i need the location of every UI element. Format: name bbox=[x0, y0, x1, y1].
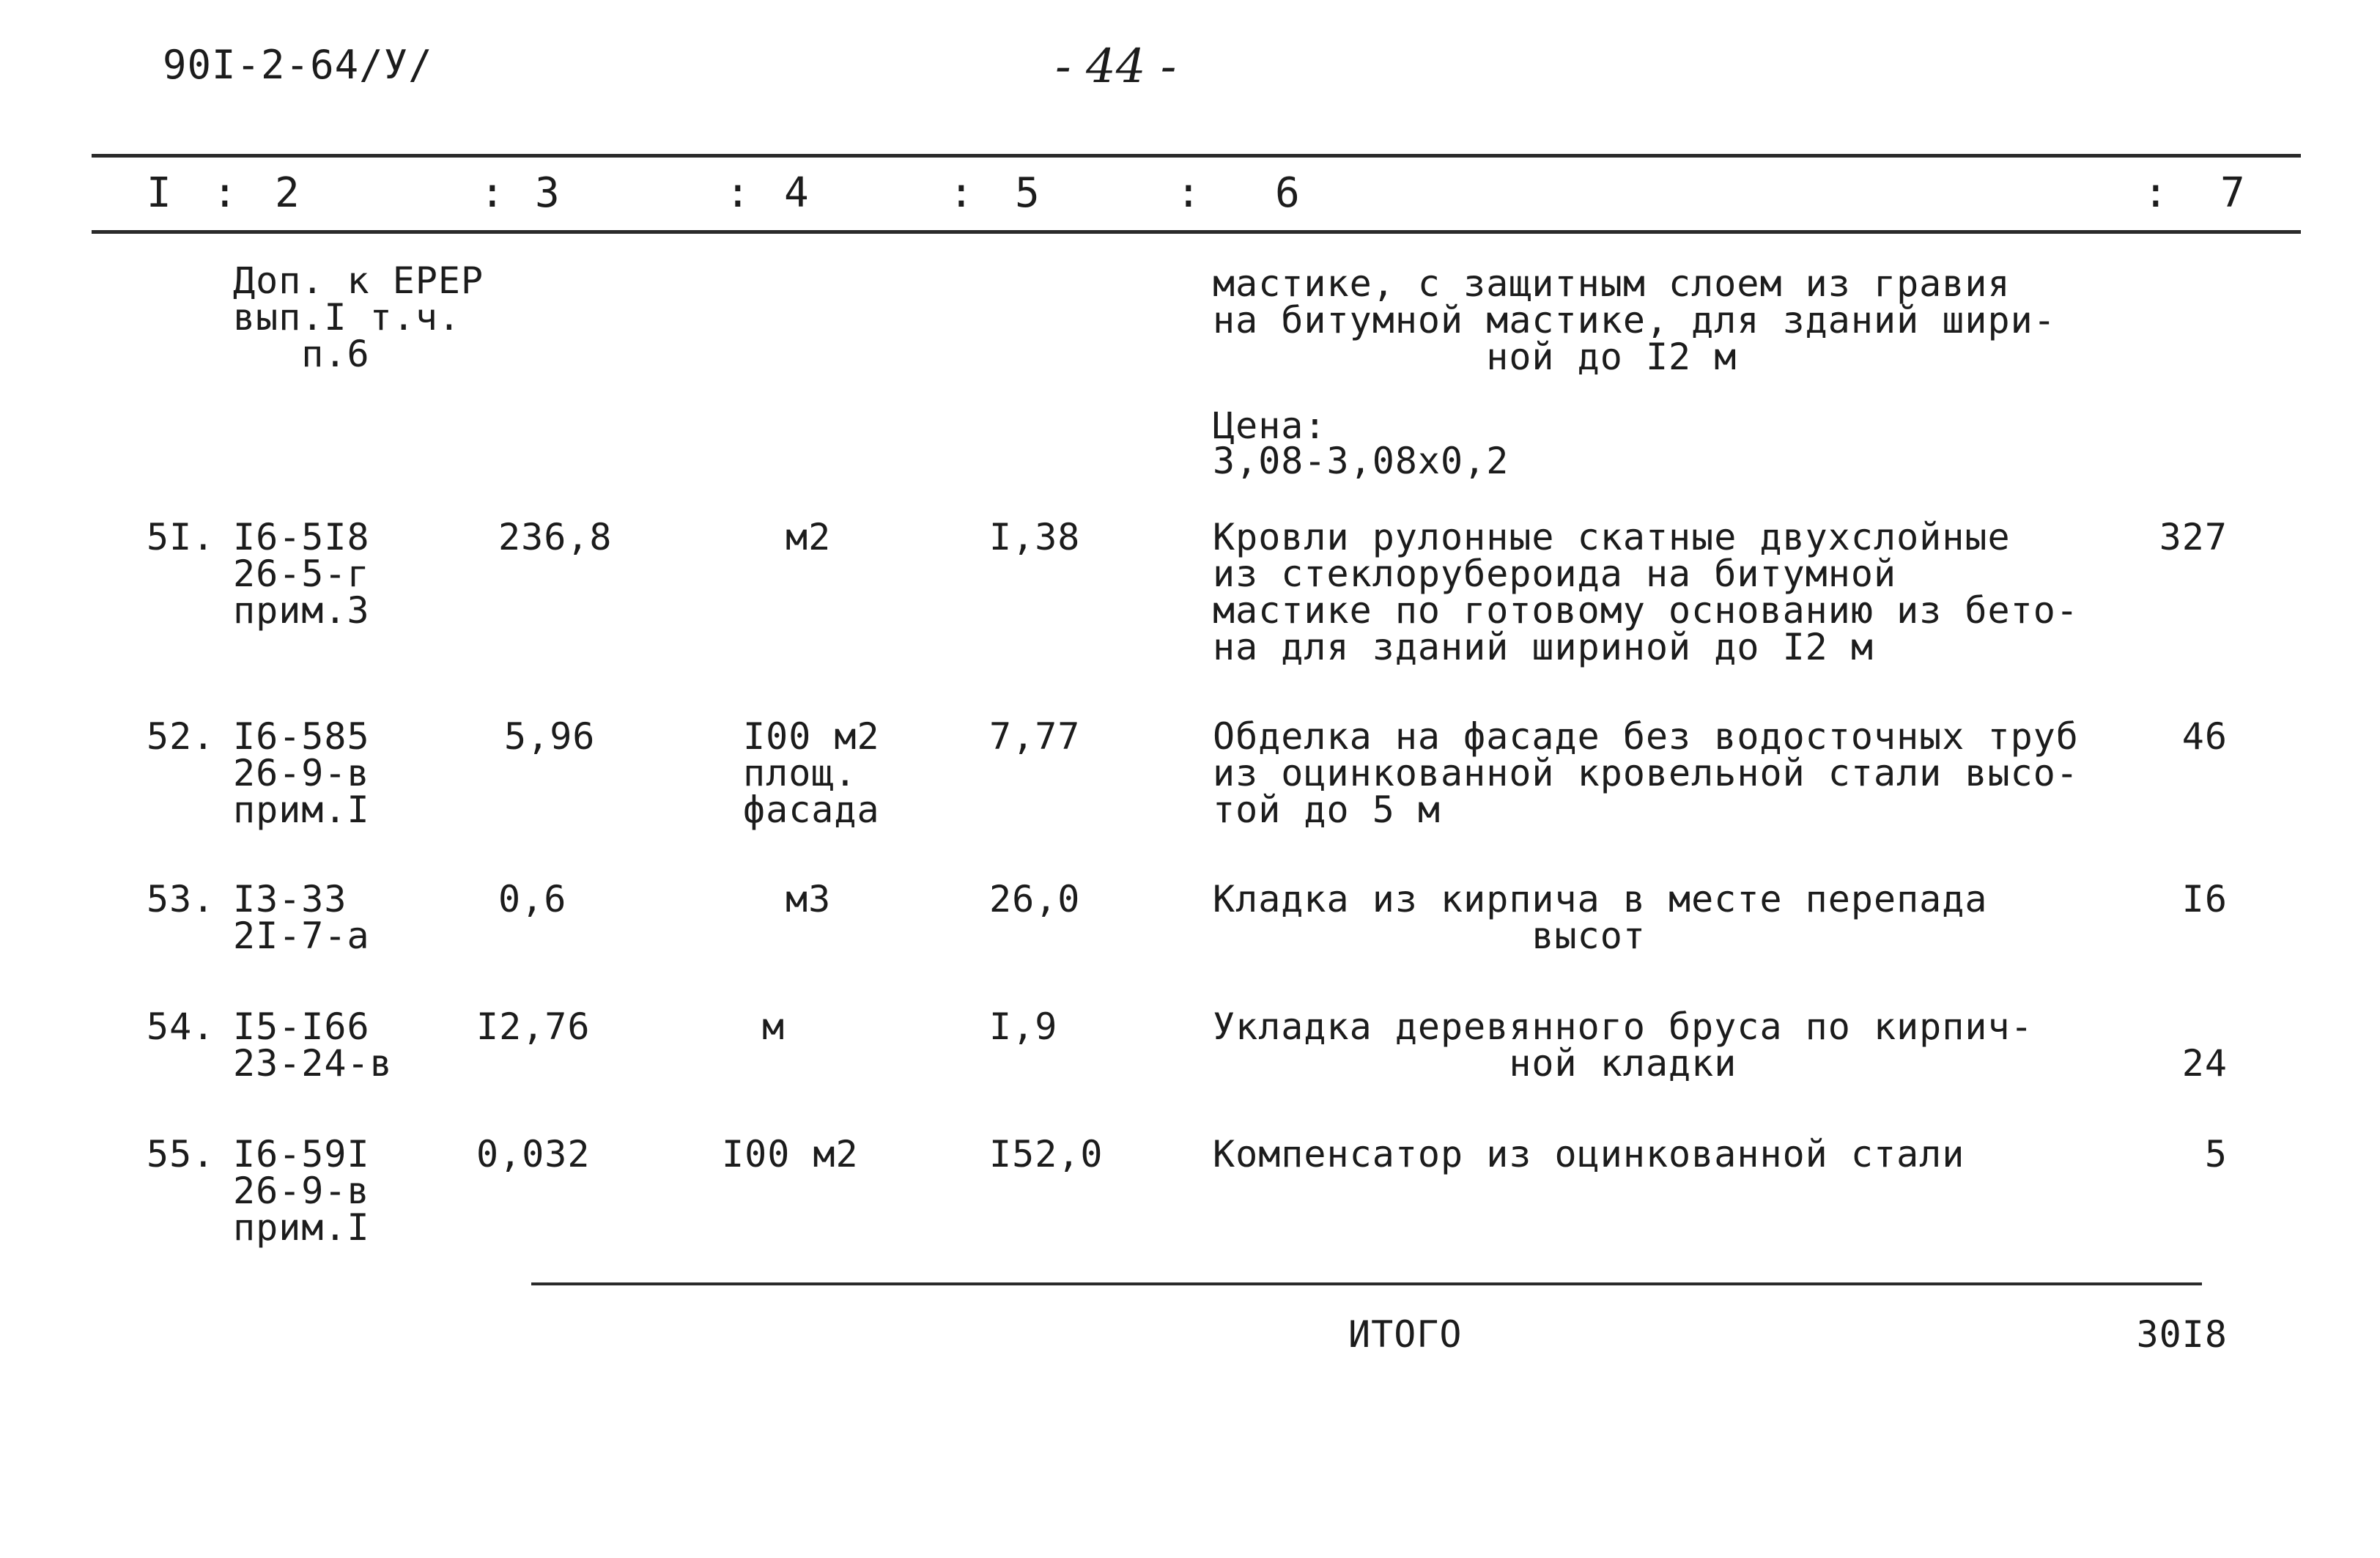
row-description: Компенсатор из оцинкованной стали bbox=[1213, 1133, 1965, 1175]
row-unit-price: I52,0 bbox=[989, 1133, 1104, 1175]
row-description: Кладка из кирпича в месте перепада высот bbox=[1213, 878, 1988, 957]
col-separator: : bbox=[1176, 169, 1201, 217]
col-3-header: 3 bbox=[535, 169, 560, 217]
row-quantity: 0,6 bbox=[498, 878, 567, 920]
page-number: - 44 - bbox=[1055, 40, 1177, 94]
row-unit: I00 м2 площ. фасада bbox=[743, 715, 880, 831]
col-separator: : bbox=[2143, 169, 2168, 217]
col-4-header: 4 bbox=[784, 169, 809, 217]
row-quantity: 0,032 bbox=[476, 1133, 591, 1175]
row-code: I3-33 2I-7-а bbox=[233, 878, 370, 957]
row-unit: м3 bbox=[786, 878, 832, 920]
row-unit: I00 м2 bbox=[722, 1133, 859, 1175]
row-unit-price: 7,77 bbox=[989, 715, 1081, 758]
row-quantity: I2,76 bbox=[476, 1005, 591, 1048]
col-6-header: 6 bbox=[1275, 169, 1300, 217]
row-total: 327 bbox=[2159, 516, 2228, 558]
col-1-header: I bbox=[147, 169, 171, 217]
row-unit-price: I,9 bbox=[989, 1005, 1058, 1048]
header-top-rule bbox=[92, 154, 2301, 158]
price-label: Цена: bbox=[1213, 405, 1327, 447]
row-code: I6-585 26-9-в прим.I bbox=[233, 715, 370, 831]
col-separator: : bbox=[949, 169, 974, 217]
row-quantity: 236,8 bbox=[498, 516, 613, 558]
row-unit-price: I,38 bbox=[989, 516, 1081, 558]
row-number: 5I. bbox=[147, 516, 215, 558]
row-total: 46 bbox=[2181, 715, 2228, 758]
continuation-source: Доп. к ЕРЕР вып.I т.ч. п.6 bbox=[233, 259, 484, 375]
row-total: 24 bbox=[2181, 1042, 2228, 1085]
row-code: I5-I66 23-24-в bbox=[233, 1005, 393, 1085]
document-code: 90I-2-64/У/ bbox=[163, 42, 433, 88]
col-separator: : bbox=[212, 169, 237, 217]
row-unit-price: 26,0 bbox=[989, 878, 1081, 920]
col-5-header: 5 bbox=[1015, 169, 1040, 217]
price-formula: 3,08-3,08x0,2 bbox=[1213, 440, 1509, 482]
row-total: 5 bbox=[2204, 1133, 2228, 1175]
row-unit: м bbox=[762, 1005, 786, 1048]
row-total: I6 bbox=[2181, 878, 2228, 920]
header-bottom-rule bbox=[92, 230, 2301, 234]
row-description: Укладка деревянного бруса по кирпич- ной кладки bbox=[1213, 1005, 2033, 1085]
col-separator: : bbox=[725, 169, 750, 217]
row-code: I6-5I8 26-5-г прим.3 bbox=[233, 516, 370, 632]
row-description: Обделка на фасаде без водосточных труб из оцинкованной кровельной стали высо- той до 5 м bbox=[1213, 715, 2079, 831]
total-rule bbox=[531, 1282, 2202, 1285]
col-2-header: 2 bbox=[275, 169, 300, 217]
grand-total: 30I8 bbox=[2136, 1313, 2228, 1356]
row-number: 52. bbox=[147, 715, 215, 758]
row-code: I6-59I 26-9-в прим.I bbox=[233, 1133, 370, 1249]
continuation-description: мастике, с защитным слоем из гравия на битумной мастике, для зданий шири- ной до I2 м bbox=[1213, 262, 2056, 378]
col-7-header: 7 bbox=[2220, 169, 2245, 217]
row-number: 53. bbox=[147, 878, 215, 920]
row-description: Кровли рулонные скатные двухслойные из стеклорубероида на битумной мастике по готовому основанию из бето- на для зданий шириной до I2 м bbox=[1213, 516, 2079, 668]
col-separator: : bbox=[480, 169, 505, 217]
row-unit: м2 bbox=[786, 516, 832, 558]
row-quantity: 5,96 bbox=[504, 715, 596, 758]
total-label: ИТОГО bbox=[1348, 1313, 1463, 1356]
row-number: 55. bbox=[147, 1133, 215, 1175]
row-number: 54. bbox=[147, 1005, 215, 1048]
